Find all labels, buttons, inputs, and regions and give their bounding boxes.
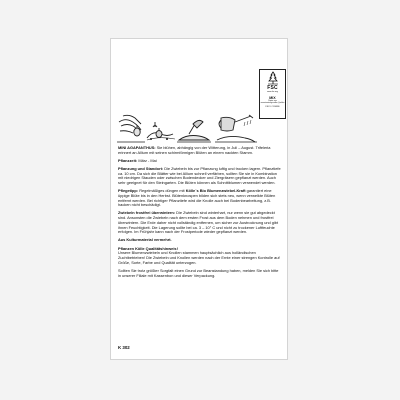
fsc-tree-icon <box>265 71 281 85</box>
pflegetipp-title: Pflegetipp: <box>118 188 139 194</box>
pflanzung-title: Pflanzung und Standort: <box>118 165 164 171</box>
intro-paragraph <box>118 146 281 156</box>
fsc-license-code: FSC® C114886 <box>265 105 280 108</box>
beanstandung-paragraph <box>118 269 281 279</box>
fsc-url: www.fsc.org <box>267 91 278 93</box>
pflegetipp-text-2: garantiert eine üppige Blüte bis in den Herbst. Blütenknospen bilden sich stets neu, wenn verwelkte Blüten entfernt werden. Bei richtiger Pflanztiefe wird die Knolle auch bei Bodenbearbeitung, z.B. hacken nicht beschädigt. <box>118 188 276 208</box>
intro-text: Sie blühen, abhängig von der Witterung, in Juli – August. Trifeleria erinnert an Allium mit seinen schirmförmigen Blüten an einem nackten Stamm. <box>118 145 271 155</box>
trowel-icon <box>177 120 211 142</box>
pflanzung-paragraph <box>118 167 281 186</box>
frostfrei-text: Die Zwiebeln sind winterhart, nur wenn sie gut abgedeckt sind. Ansonsten die Zwiebeln nach dem ersten Frost aus dem Boden nehmen und frostfrei überwintern. Die Erde daher nicht vollständig entfernen, um sicher zur Austrocknung und gibt ihnen Feuchtigkeit. Die Lagerung sollte bei ca. 3 – 10° C und nicht zu trockener Luftfeuchte erfolgen. Im Frühjahr kann nach der Frostperiode wieder gepflanzt werden. <box>118 210 279 235</box>
pflanzzeit-text: März - Mai <box>137 157 157 163</box>
qualitaet-text: Unsere Blumenzwiebeln und Knollen stammen hauptsächlich aus holländischen Zuchtbetrieben! Die Zwiebeln und Knollen werden nach der Ernte einer strengen Kontrolle auf Größe, Sorte, Farbe und Qualität unterzogen. <box>118 250 280 265</box>
qualitaet-paragraph <box>118 247 281 266</box>
qualitaet-title: Pflanzen Kölle Qualitätshinweis! <box>118 245 178 251</box>
frostfrei-title: Zwiebeln frostfrei überwintern: <box>118 210 176 216</box>
pflanzzeit-title: Pflanzzeit: <box>118 157 138 163</box>
fsc-name: FSC <box>267 85 278 91</box>
fsc-mix: MIX <box>269 96 276 100</box>
frostfrei-paragraph <box>118 211 281 235</box>
intro-title: MINI AGAPANTHUS: <box>118 145 156 150</box>
watering-can-icon <box>215 115 257 142</box>
fsc-sub: Papier aus verantwortungsvollen Quellen <box>260 100 285 105</box>
pflegetipp-text-1: Regelmäßiges düngen mit <box>138 188 186 194</box>
pflegetipp-paragraph <box>118 189 281 208</box>
kultur-paragraph <box>118 238 281 243</box>
label-text <box>118 146 281 282</box>
kultur-title: Aus Kulturmaterial vermehrt. <box>118 237 172 243</box>
fsc-logo <box>259 69 286 119</box>
package-label <box>110 38 288 360</box>
bulb-soil-icon <box>147 122 175 140</box>
article-code: K 302 <box>118 345 130 350</box>
pflanzzeit-paragraph <box>118 159 281 164</box>
pflanzung-text: Die Zwiebeln bis zur Pflanzung luftig und trocken lagern. Pflanztiefe ca. 10 cm. Da sich die Blätter wie bei Allium schnell verfärben, sollten Sie sie in Kombination mit niedrigen Stauden oder zwischen Bodendecker und Ziergräsern gepflanzt werden. Auch sehr geeignet für den Steingarten. Die Blüten können als Schnittblumen verwendet werden. <box>118 165 281 186</box>
pflegetipp-brand: Kölle´s Bio Blumenzwiebel-Kraft <box>185 188 246 194</box>
hands-bulb-icon <box>117 115 145 142</box>
planting-steps-illustration <box>117 112 257 144</box>
beanstandung-text: Sollten Sie trotz größter Sorgfalt einen Grund zur Beanstandung haben, melden Sie sich bitte in unserer Filiale mit Kassenbon und dieser Verpackung. <box>118 267 279 278</box>
